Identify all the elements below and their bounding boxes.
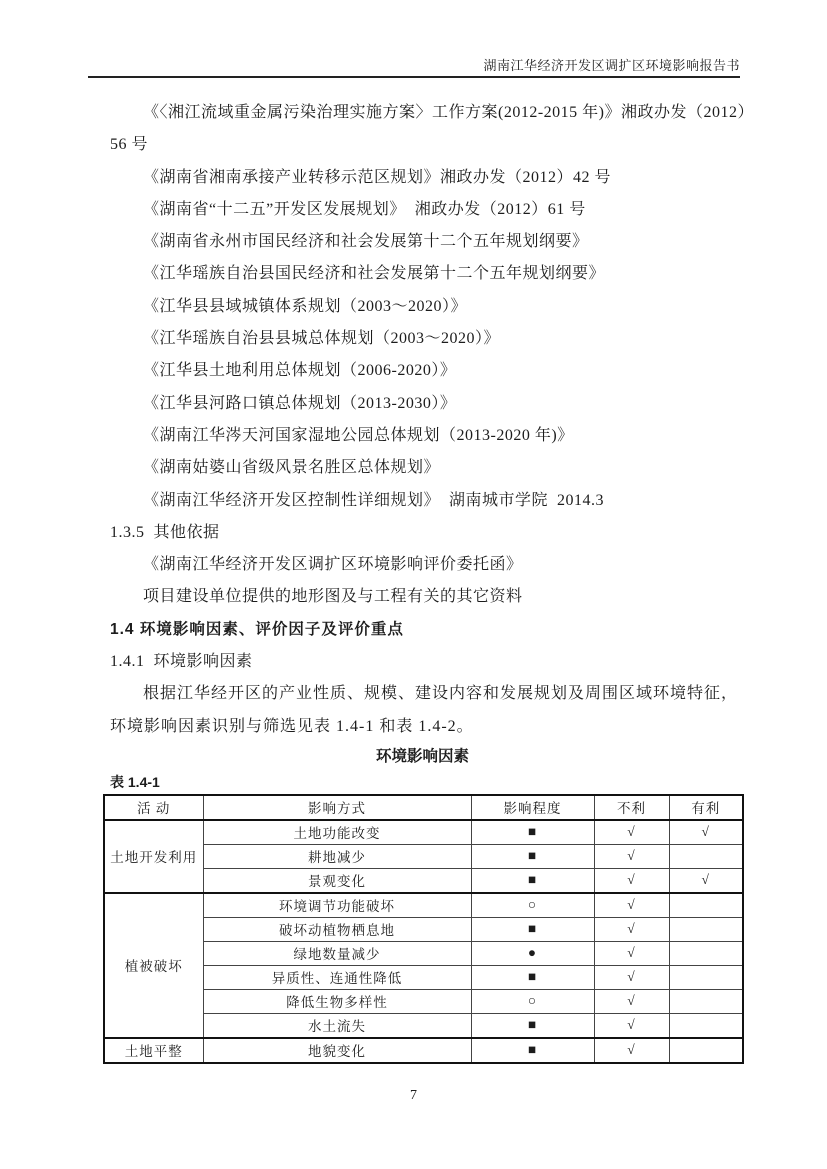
activity-cell: 植被破坏	[104, 893, 203, 1038]
reference-line: 《湖南省湘南承接产业转移示范区规划》湘政办发（2012）42 号	[143, 168, 612, 186]
reference-line: 《江华县土地利用总体规划（2006-2020）》	[143, 362, 457, 380]
mode-cell: 水土流失	[203, 1013, 471, 1038]
favorable-cell	[669, 989, 743, 1013]
mode-cell: 环境调节功能破坏	[203, 893, 471, 918]
reference-line: 《湖南省“十二五”开发区发展规划》 湘政办发（2012）61 号	[143, 200, 586, 218]
reference-line-wrap: 56 号	[110, 136, 149, 154]
reference-line: 《湖南江华涔天河国家湿地公园总体规划（2013-2020 年)》	[143, 426, 574, 444]
reference-line: 《湖南省永州市国民经济和社会发展第十二个五年规划纲要》	[143, 233, 589, 251]
degree-cell: ■	[471, 1013, 594, 1038]
degree-cell: ■	[471, 1038, 594, 1063]
adverse-cell: √	[594, 917, 669, 941]
mode-cell: 景观变化	[203, 868, 471, 893]
table-row	[104, 1038, 743, 1063]
mode-cell: 土地功能改变	[203, 820, 471, 845]
header-cell-activity: 活 动	[104, 795, 203, 820]
adverse-cell: √	[594, 893, 669, 918]
mode-cell: 绿地数量减少	[203, 941, 471, 965]
reference-line: 《湖南姑婆山省级风景名胜区总体规划》	[143, 459, 441, 477]
mode-cell: 耕地减少	[203, 844, 471, 868]
degree-cell: ■	[471, 868, 594, 893]
favorable-cell: √	[669, 820, 743, 845]
favorable-cell	[669, 893, 743, 918]
header-rule	[88, 76, 740, 78]
section-heading-1-4-1: 1.4.1 环境影响因素	[110, 653, 253, 671]
running-header-title: 湖南江华经济开发区调扩区环境影响报告书	[483, 58, 740, 73]
reference-line: 《江华县县域城镇体系规划（2003～2020）》	[143, 297, 468, 315]
section-heading-1-3-5: 1.3.5 其他依据	[110, 523, 220, 541]
activity-cell: 土地开发利用	[104, 820, 203, 893]
adverse-cell: √	[594, 965, 669, 989]
adverse-cell: √	[594, 941, 669, 965]
table-row	[104, 893, 743, 918]
degree-cell: ○	[471, 989, 594, 1013]
degree-cell: ●	[471, 941, 594, 965]
document-body	[110, 97, 754, 1064]
reference-line: 《〈湘江流域重金属污染治理实施方案〉工作方案(2012-2015 年)》湘政办发（2012）	[143, 104, 754, 121]
paragraph-line: 根据江华经开区的产业性质、规模、建设内容和发展规划及周围区域环境特征，	[143, 685, 739, 703]
table-label: 表 1.4-1	[110, 773, 160, 790]
activity-cell: 土地平整	[104, 1038, 203, 1063]
reference-line: 《江华瑶族自治县国民经济和社会发展第十二个五年规划纲要》	[143, 265, 606, 283]
adverse-cell: √	[594, 844, 669, 868]
degree-cell: ■	[471, 820, 594, 845]
header-cell-favorable: 有利	[669, 795, 743, 820]
impact-factors-table	[103, 794, 744, 1064]
table-title: 环境影响因素	[375, 747, 469, 765]
reference-line: 《湖南江华经济开发区调扩区环境影响评价委托函》	[143, 556, 523, 574]
favorable-cell	[669, 965, 743, 989]
page-number: 7	[410, 1088, 417, 1103]
reference-line: 《江华县河路口镇总体规划（2013-2030）》	[143, 394, 457, 412]
reference-line: 项目建设单位提供的地形图及与工程有关的其它资料	[143, 588, 523, 606]
favorable-cell	[669, 917, 743, 941]
favorable-cell	[669, 1013, 743, 1038]
degree-cell: ■	[471, 844, 594, 868]
reference-line: 《江华瑶族自治县县城总体规划（2003～2020）》	[143, 330, 501, 348]
favorable-cell: √	[669, 868, 743, 893]
mode-cell: 地貌变化	[203, 1038, 471, 1063]
degree-cell: ■	[471, 917, 594, 941]
header-cell-mode: 影响方式	[203, 795, 471, 820]
degree-cell: ■	[471, 965, 594, 989]
adverse-cell: √	[594, 989, 669, 1013]
adverse-cell: √	[594, 868, 669, 893]
favorable-cell	[669, 941, 743, 965]
table-header-row	[104, 795, 743, 820]
favorable-cell	[669, 844, 743, 868]
mode-cell: 异质性、连通性降低	[203, 965, 471, 989]
header-cell-adverse: 不利	[594, 795, 669, 820]
mode-cell: 降低生物多样性	[203, 989, 471, 1013]
header-cell-degree: 影响程度	[471, 795, 594, 820]
table-row	[104, 820, 743, 845]
section-heading-1-4: 1.4 环境影响因素、评价因子及评价重点	[110, 620, 404, 638]
reference-line: 《湖南江华经济开发区控制性详细规划》 湖南城市学院 2014.3	[143, 491, 605, 509]
adverse-cell: √	[594, 1013, 669, 1038]
paragraph-line: 环境影响因素识别与筛选见表 1.4-1 和表 1.4-2。	[110, 717, 474, 735]
favorable-cell	[669, 1038, 743, 1063]
mode-cell: 破坏动植物栖息地	[203, 917, 471, 941]
adverse-cell: √	[594, 820, 669, 845]
adverse-cell: √	[594, 1038, 669, 1063]
degree-cell: ○	[471, 893, 594, 918]
